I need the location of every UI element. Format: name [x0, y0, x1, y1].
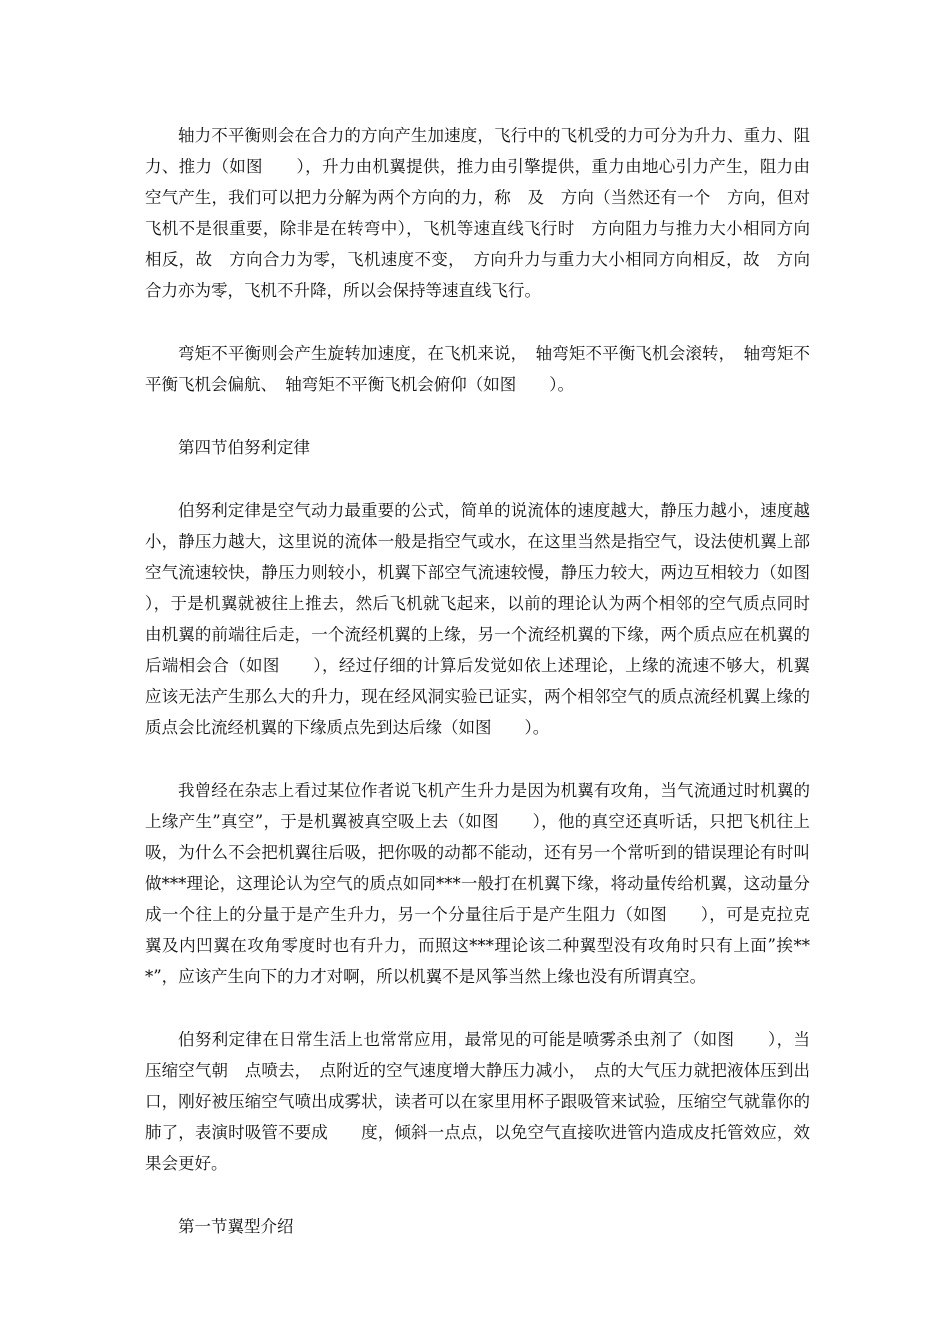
section-heading-bernoulli: 第四节伯努利定律	[178, 438, 310, 457]
document-body	[145, 120, 843, 1274]
paragraph-bending-moment: 弯矩不平衡则会产生旋转加速度，在飞机来说， 轴弯矩不平衡飞机会滚转， 轴弯矩不平衡飞机会偏航、 轴弯矩不平衡飞机会俯仰（如图 ）。	[145, 344, 810, 394]
paragraph-wrong-theories: 我曾经在杂志上看过某位作者说飞机产生升力是因为机翼有攻角，当气流通过时机翼的上缘产生”真空”，于是机翼被真空吸上去（如图 ），他的真空还真听话，只把飞机往上吸，为什么不会把机翼往后吸，把你吸的动都不能动，还有另一个常听到的错误理论有时叫做***理论，这理论认为空气的质点如同***一般打在机翼下缘，将动量传给机翼，这动量分成一个往上的分量于是产生升力，另一个分量往后于是产生阻力（如图 ），可是克拉克 翼及内凹翼在攻角零度时也有升力，而照这***理论该二种翼型没有攻角时只有上面”挨***”，应该产生向下的力才对啊，所以机翼不是风筝当然上缘也没有所谓真空。	[145, 781, 827, 986]
paragraph-bernoulli-law: 伯努利定律是空气动力最重要的公式，简单的说流体的速度越大，静压力越小，速度越小，静压力越大，这里说的流体一般是指空气或水，在这里当然是指空气，设法使机翼上部空气流速较快，静压力则较小，机翼下部空气流速较慢，静压力较大，两边互相较力（如图 ），于是机翼就被往上推去，然后飞机就飞起来，以前的理论认为两个相邻的空气质点同时由机翼的前端往后走，一个流经机翼的上缘，另一个流经机翼的下缘，两个质点应在机翼的后端相会合（如图 ），经过仔细的计算后发觉如依上述理论，上缘的流速不够大，机翼应该无法产生那么大的升力，现在经风洞实验已证实，两个相邻空气的质点流经机翼上缘的质点会比流经机翼的下缘质点先到达后缘（如图 ）。	[145, 501, 843, 737]
section-heading-airfoil: 第一节翼型介绍	[178, 1217, 294, 1236]
paragraph-axial-force: 轴力不平衡则会在合力的方向产生加速度，飞行中的飞机受的力可分为升力、重力、阻力、推力（如图 ），升力由机翼提供，推力由引擎提供，重力由地心引力产生，阻力由空气产生，我们可以把力分解为两个方向的力，称 及 方向（当然还有一个 方向，但对飞机不是很重要，除非是在转弯中），飞机等速直线飞行时 方向阻力与推力大小相同方向相反，故 方向合力为零，飞机速度不变， 方向升力与重力大小相同方向相反，故 方向合力亦为零，飞机不升降，所以会保持等速直线飞行。	[145, 126, 810, 300]
paragraph-daily-application: 伯努利定律在日常生活上也常常应用，最常见的可能是喷雾杀虫剂了（如图 ），当压缩空气朝 点喷去， 点附近的空气速度增大静压力减小， 点的大气压力就把液体压到出口，刚好被压缩空气喷出成雾状，读者可以在家里用杯子跟吸管来试验，压缩空气就靠你的肺了，表演时吸管不要成 度，倾斜一点点，以免空气直接吹进管内造成皮托管效应，效果会更好。	[145, 1030, 810, 1173]
